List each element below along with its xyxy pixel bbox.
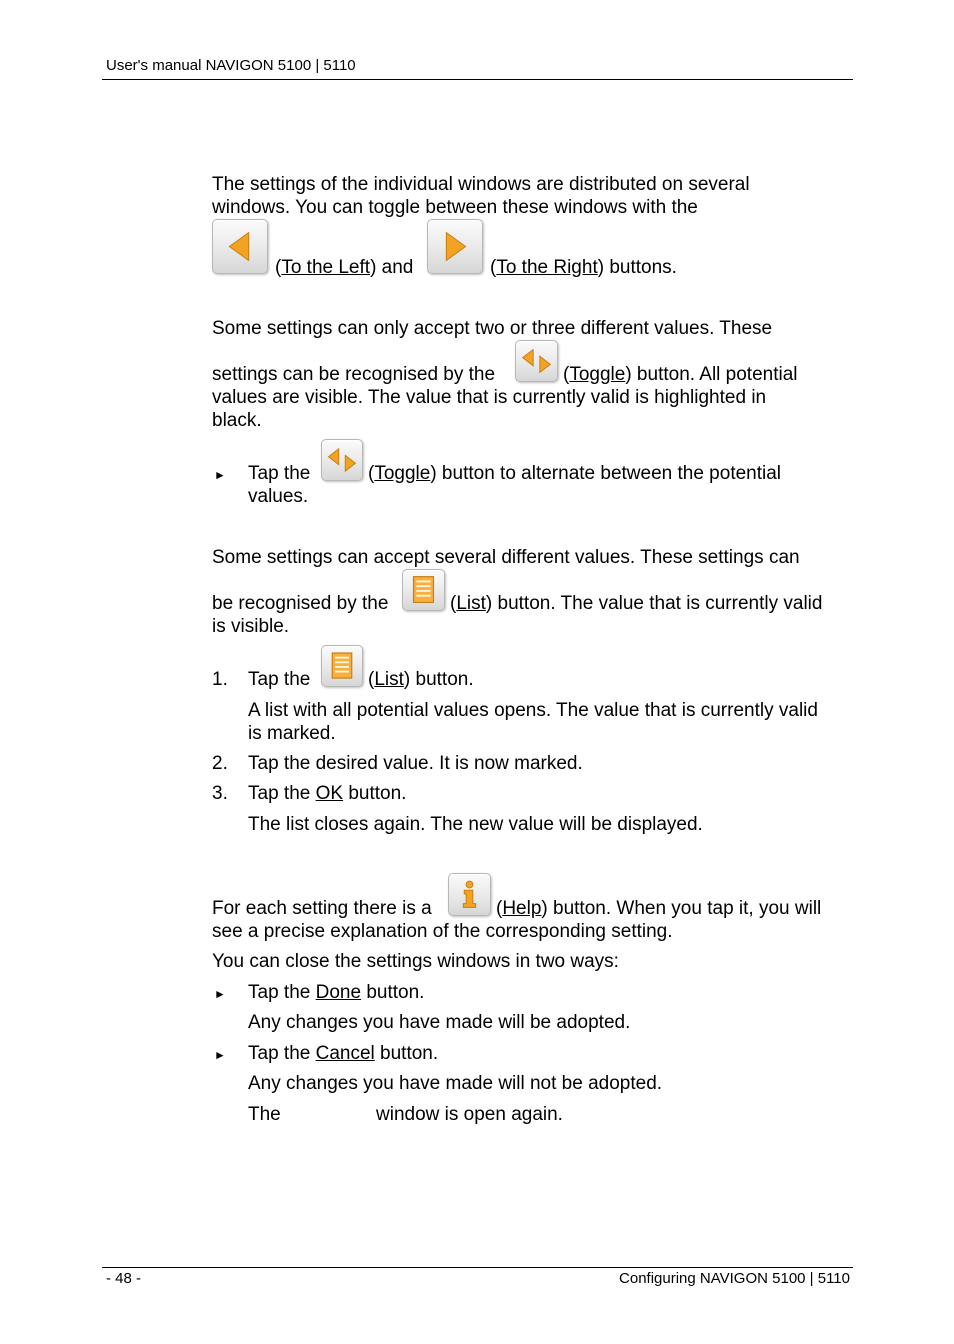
arrow-left-icon <box>212 219 268 274</box>
info-icon <box>448 873 491 916</box>
p1-end: ) buttons. <box>597 257 677 278</box>
step1-result-1: A list with all potential values opens. The value that is currently valid <box>248 700 818 721</box>
step1-a: Tap the <box>248 669 311 690</box>
running-header: User's manual NAVIGON 5100 | 5110 <box>106 57 356 74</box>
p4-rest: ) button. When you tap it, you will <box>541 898 822 919</box>
paren: ( <box>490 257 497 278</box>
b3-a: Tap the <box>248 1043 311 1064</box>
paren: ( <box>368 669 375 690</box>
step3-line <box>248 782 406 805</box>
p3-line2b <box>450 592 822 615</box>
step3-b: button. <box>348 783 407 804</box>
paren: ( <box>450 593 457 614</box>
b1-rest: ) button to alternate between the potential <box>430 463 782 484</box>
toggle-icon <box>321 439 363 481</box>
p1-line3 <box>275 256 413 279</box>
step-number: 3. <box>212 783 228 804</box>
arrow-right-icon <box>427 219 483 274</box>
footer-rule <box>102 1267 853 1268</box>
b3-line <box>248 1042 438 1065</box>
ok-link[interactable]: OK <box>315 783 344 804</box>
toggle-icon <box>515 340 558 382</box>
step1-rest: ) button. <box>403 669 474 690</box>
toggle-link[interactable]: Toggle <box>374 463 431 484</box>
b3-final-b: window is open again. <box>376 1104 563 1125</box>
b2-line <box>248 981 424 1004</box>
list-icon <box>321 645 363 687</box>
triangle-bullet-icon: ► <box>214 1048 226 1062</box>
paren: ( <box>496 898 503 919</box>
p4-line1b <box>496 897 821 920</box>
p3-rest: ) button. The value that is currently valid <box>485 593 823 614</box>
b2-a: Tap the <box>248 982 311 1003</box>
step1-b <box>368 668 474 691</box>
p3-line1: Some settings can accept several different values. These settings can <box>212 547 800 568</box>
b1-line1b <box>368 462 781 485</box>
b3-final-a: The <box>248 1104 281 1125</box>
page-number: - 48 - <box>106 1270 142 1287</box>
p2-line2b <box>563 363 798 386</box>
to-the-right-link[interactable]: To the Right <box>496 257 598 278</box>
triangle-bullet-icon: ► <box>214 468 226 482</box>
step3-result: The list closes again. The new value will be displayed. <box>248 814 703 835</box>
p2-rest: ) button. All potential <box>625 364 798 385</box>
b1-line1a: Tap the <box>248 463 311 484</box>
p2-line2a: settings can be recognised by the <box>212 364 496 385</box>
paren: ( <box>563 364 570 385</box>
done-link[interactable]: Done <box>315 982 362 1003</box>
b3-result: Any changes you have made will not be adopted. <box>248 1073 663 1094</box>
step-number: 2. <box>212 753 228 774</box>
step-number: 1. <box>212 669 228 690</box>
triangle-bullet-icon: ► <box>214 987 226 1001</box>
list-link[interactable]: List <box>456 593 486 614</box>
p1-and: ) and <box>370 257 414 278</box>
header-rule <box>102 79 853 80</box>
b2-b: button. <box>366 982 425 1003</box>
b2-result: Any changes you have made will be adopted. <box>248 1012 631 1033</box>
toggle-link[interactable]: Toggle <box>569 364 626 385</box>
b3-b: button. <box>380 1043 439 1064</box>
p4-line2: see a precise explanation of the corresponding setting. <box>212 921 673 942</box>
paren: ( <box>368 463 375 484</box>
step3-a: Tap the <box>248 783 311 804</box>
footer-section: Configuring NAVIGON 5100 | 5110 <box>619 1270 850 1287</box>
p3-line3: is visible. <box>212 616 290 637</box>
p2-line4: black. <box>212 410 262 431</box>
cancel-link[interactable]: Cancel <box>315 1043 375 1064</box>
step2-text: Tap the desired value. It is now marked. <box>248 753 583 774</box>
p1-line1: The settings of the individual windows are distributed on several <box>212 174 750 195</box>
p2-line3: values are visible. The value that is currently valid is highlighted in <box>212 387 767 408</box>
p4-line3: You can close the settings windows in two ways: <box>212 951 619 972</box>
p1-line3b <box>490 256 677 279</box>
b1-line2: values. <box>248 486 309 507</box>
step1-result-2: is marked. <box>248 723 336 744</box>
p2-line1: Some settings can only accept two or three different values. These <box>212 318 773 339</box>
paren: ( <box>275 257 282 278</box>
list-icon <box>402 569 445 611</box>
list-link[interactable]: List <box>374 669 404 690</box>
p1-line2: windows. You can toggle between these windows with the <box>212 197 698 218</box>
p3-line2a: be recognised by the <box>212 593 389 614</box>
to-the-left-link[interactable]: To the Left <box>281 257 371 278</box>
p4-line1a: For each setting there is a <box>212 898 432 919</box>
help-link[interactable]: Help <box>502 898 542 919</box>
